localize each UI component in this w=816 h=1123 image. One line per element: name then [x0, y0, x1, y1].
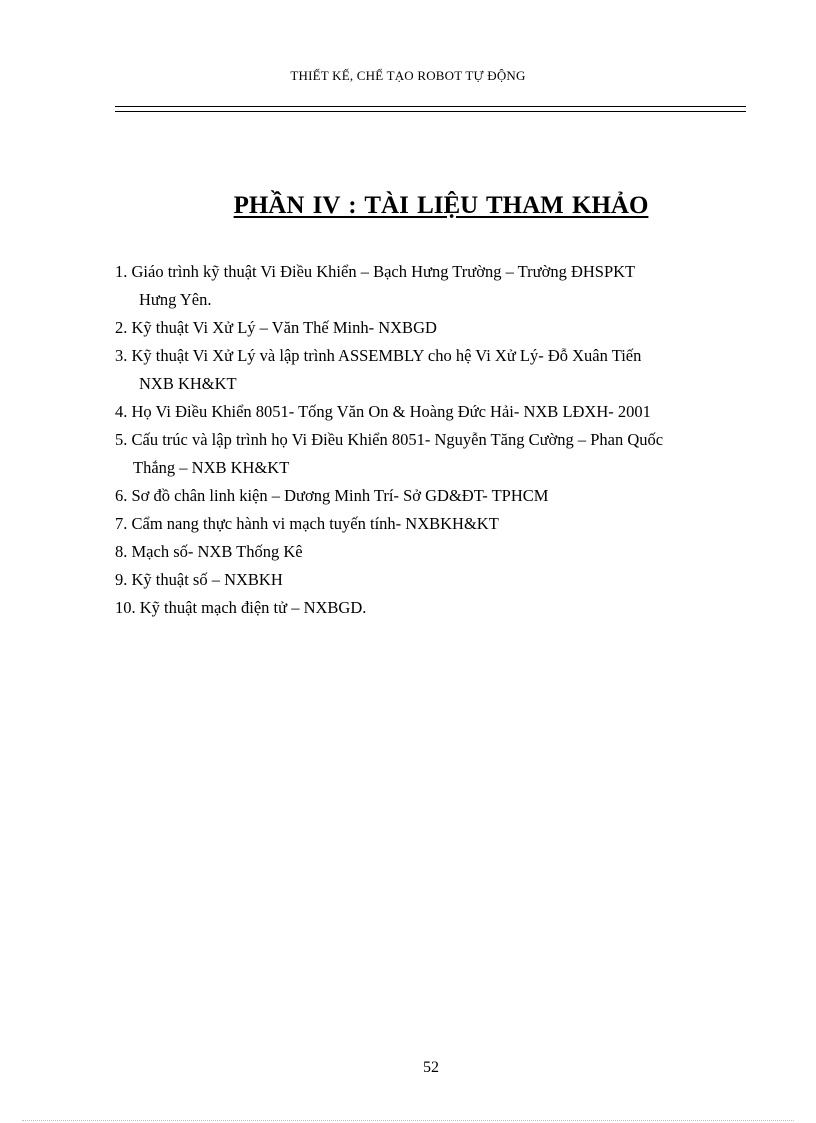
reference-item-1-continuation: Hưng Yên.	[139, 290, 212, 309]
reference-item-7: 7. Cẩm nang thực hành vi mạch tuyến tính- NXBKH&KT	[115, 514, 499, 533]
reference-item-9: 9. Kỹ thuật số – NXBKH	[115, 570, 283, 589]
reference-item-2: 2. Kỹ thuật Vi Xử Lý – Văn Thế Minh- NXBGD	[115, 318, 437, 337]
reference-list	[115, 258, 765, 622]
page-bottom-divider	[22, 1120, 794, 1121]
header-double-rule	[115, 106, 746, 112]
reference-item-5: 5. Cấu trúc và lập trình họ Vi Điều Khiển 8051- Nguyễn Tăng Cường – Phan Quốc	[115, 430, 664, 449]
reference-item-3-continuation: NXB KH&KT	[139, 374, 237, 393]
reference-item-6: 6. Sơ đồ chân linh kiện – Dương Minh Trí- Sở GD&ĐT- TPHCM	[115, 486, 549, 505]
page-header: THIẾT KẾ, CHẾ TẠO ROBOT TỰ ĐỘNG	[290, 68, 526, 83]
reference-item-8: 8. Mạch số- NXB Thống Kê	[115, 542, 303, 561]
reference-item-5-continuation: Thắng – NXB KH&KT	[133, 458, 290, 477]
section-title: PHẦN IV : TÀI LIỆU THAM KHẢO	[233, 192, 649, 219]
reference-item-3: 3. Kỹ thuật Vi Xử Lý và lập trình ASSEMBLY cho hệ Vi Xử Lý- Đỗ Xuân Tiến	[115, 346, 642, 365]
page-number: 52	[423, 1059, 439, 1076]
reference-item-4: 4. Họ Vi Điều Khiển 8051- Tống Văn On & Hoàng Đức Hải- NXB LĐXH- 2001	[115, 402, 651, 421]
reference-item-10: 10. Kỹ thuật mạch điện tử – NXBGD.	[115, 598, 367, 617]
reference-item-1: 1. Giáo trình kỹ thuật Vi Điều Khiển – Bạch Hưng Trường – Trường ĐHSPKT	[115, 262, 636, 281]
